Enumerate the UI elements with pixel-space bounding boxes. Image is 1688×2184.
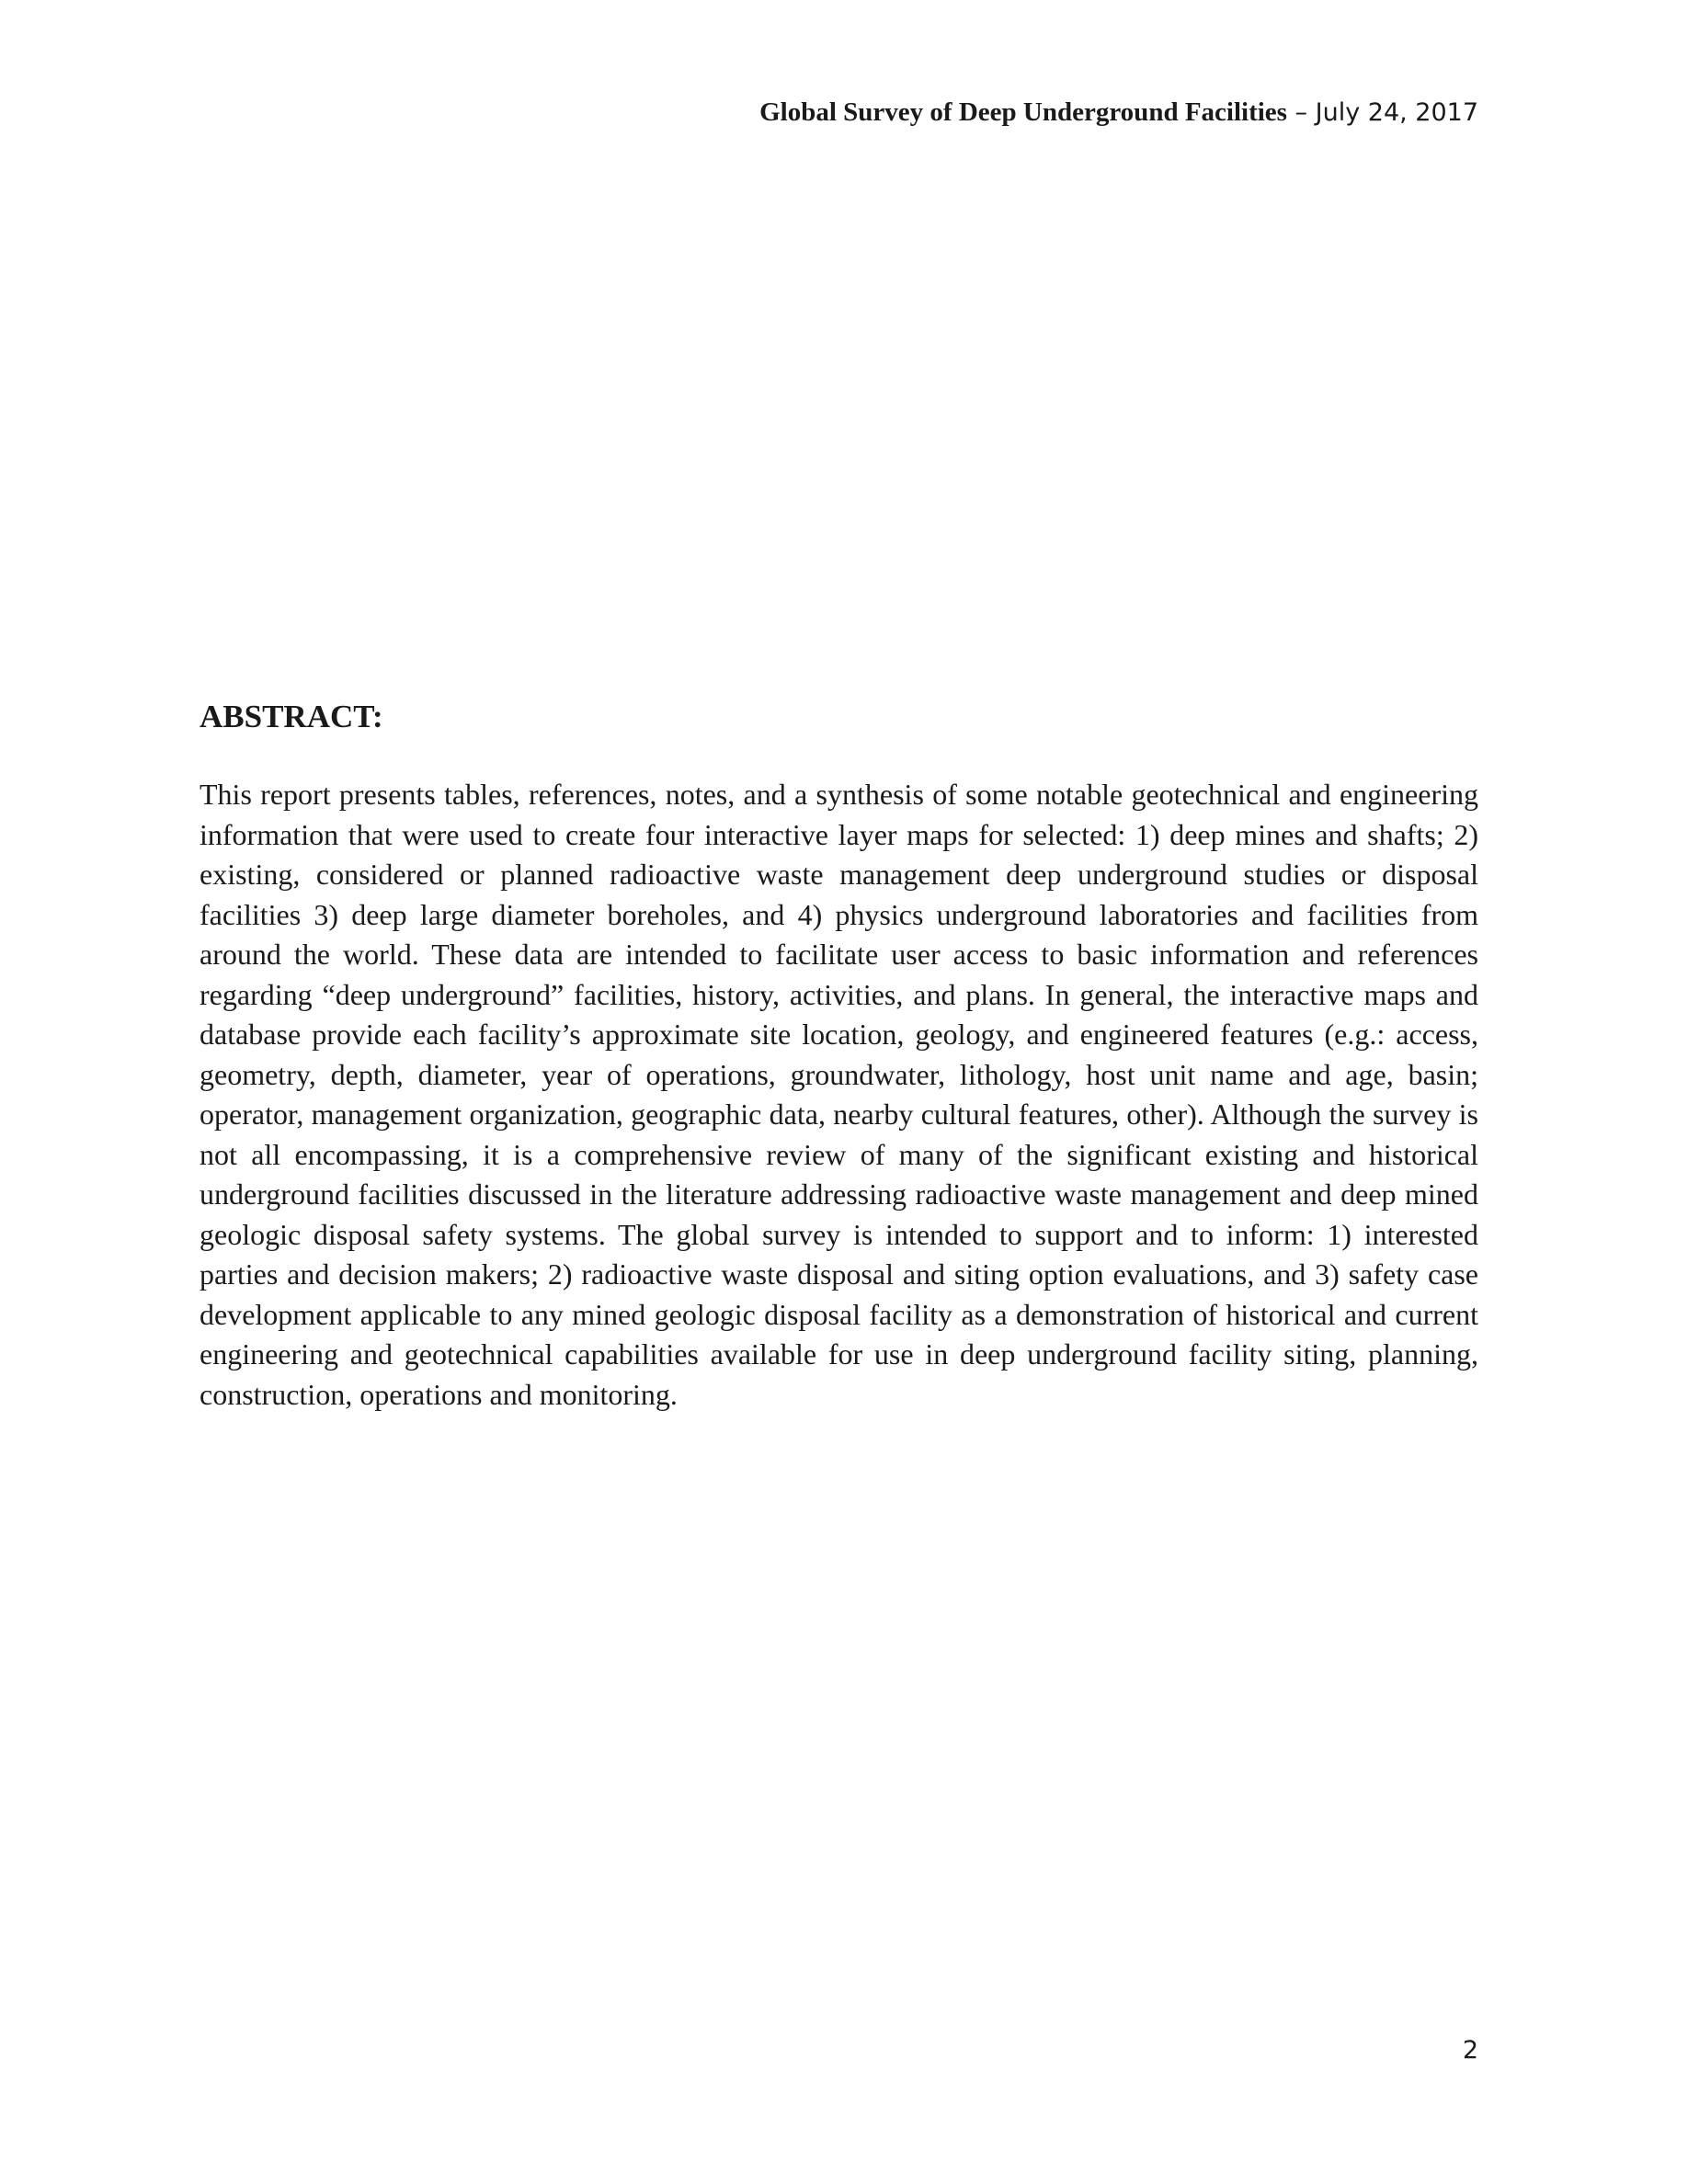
header-title: Global Survey of Deep Underground Facilities [759,97,1287,127]
abstract-body: This report presents tables, references, notes, and a synthesis of some notable geotechnical and engineering information that were used to create four interactive layer maps for selected: 1) deep mines and shafts; 2) existing, considered or planned radioactive waste management deep underground studies or disposal facilities 3) deep large diameter boreholes, and 4) physics underground laboratories and facilities from around the world. These data are intended to facilitate user access to basic information and references regarding “deep underground” facilities, history, activities, and plans. In general, the interactive maps and database provide each facility’s approximate site location, geology, and engineered features (e.g.: access, geometry, depth, diameter, year of operations, groundwater, lithology, host unit name and age, basin; operator, management organization, geographic data, nearby cultural features, other). Although the survey is not all encompassing, it is a comprehensive review of many of the significant existing and historical underground facilities discussed in the literature addressing radioactive waste management and deep mined geologic disposal safety systems. The global survey is intended to support and to inform: 1) interested parties and decision makers; 2) radioactive waste disposal and siting option evaluations, and 3) safety case development applicable to any mined geologic disposal facility as a demonstration of historical and current engineering and geotechnical capabilities available for use in deep underground facility siting, planning, construction, operations and monitoring. [200,778,1478,1411]
running-header [759,99,1478,126]
abstract-heading: ABSTRACT: [200,699,383,734]
header-separator: – [1286,98,1316,127]
page-number: 2 [1462,2036,1478,2065]
header-date: July 24, 2017 [1315,98,1478,127]
